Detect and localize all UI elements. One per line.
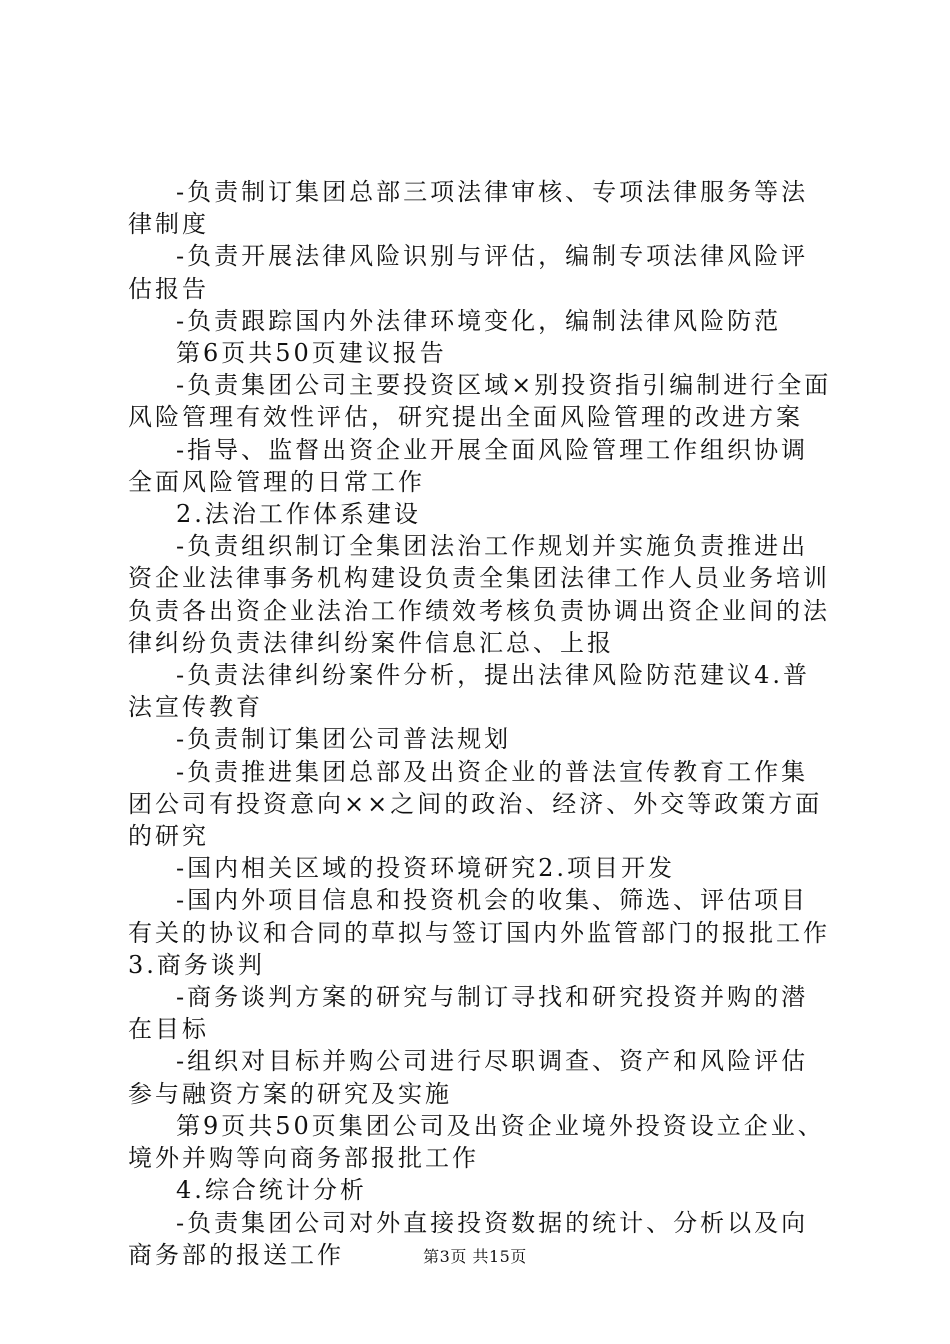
paragraph: -组织对目标并购公司进行尽职调查、资产和风险评估参与融资方案的研究及实施 bbox=[128, 1047, 809, 1108]
paragraph: -负责法律纠纷案件分析，提出法律风险防范建议4.普法宣传教育 bbox=[128, 661, 811, 722]
paragraph: -负责推进集团总部及出资企业的普法宣传教育工作集团公司有投资意向××之间的政治、经济、外交等政策方面的研究 bbox=[128, 757, 823, 851]
page-reference-heading: 第6页共50页建议报告 bbox=[176, 339, 447, 368]
paragraph: -负责集团公司主要投资区域×别投资指引编制进行全面风险管理有效性评估，研究提出全面风险管理的改进方案 bbox=[128, 371, 832, 432]
document-body bbox=[128, 176, 834, 1271]
section-heading: 4.综合统计分析 bbox=[176, 1176, 367, 1205]
page-reference-paragraph: 第9页共50页集团公司及出资企业境外投资设立企业、境外并购等向商务部报批工作 bbox=[128, 1111, 825, 1173]
paragraph: -负责跟踪国内外法律环境变化，编制法律风险防范 bbox=[176, 306, 782, 335]
paragraph: -负责制订集团总部三项法律审核、专项法律服务等法律制度 bbox=[128, 178, 809, 239]
paragraph: -指导、监督出资企业开展全面风险管理工作组织协调全面风险管理的日常工作 bbox=[128, 435, 809, 496]
section-heading: 2.法治工作体系建设 bbox=[176, 500, 421, 529]
paragraph: -负责制订集团公司普法规划 bbox=[176, 725, 512, 754]
paragraph: -负责组织制订全集团法治工作规划并实施负责推进出资企业法律事务机构建设负责全集团法律工作人员业务培训负责各出资企业法治工作绩效考核负责协调出资企业间的法律纠纷负责法律纠纷案件信息汇总、上报 bbox=[128, 532, 830, 657]
paragraph: -国内相关区域的投资环境研究2.项目开发 bbox=[176, 854, 676, 883]
page-footer: 第3页 共15页 bbox=[423, 1247, 527, 1266]
paragraph: -商务谈判方案的研究与制订寻找和研究投资并购的潜在目标 bbox=[128, 983, 809, 1044]
paragraph: -负责开展法律风险识别与评估，编制专项法律风险评估报告 bbox=[128, 242, 809, 303]
paragraph: -国内外项目信息和投资机会的收集、筛选、评估项目有关的协议和合同的草拟与签订国内外监管部门的报批工作3.商务谈判 bbox=[128, 886, 830, 979]
paragraph: -负责集团公司对外直接投资数据的统计、分析以及向商务部的报送工作 bbox=[128, 1208, 809, 1269]
